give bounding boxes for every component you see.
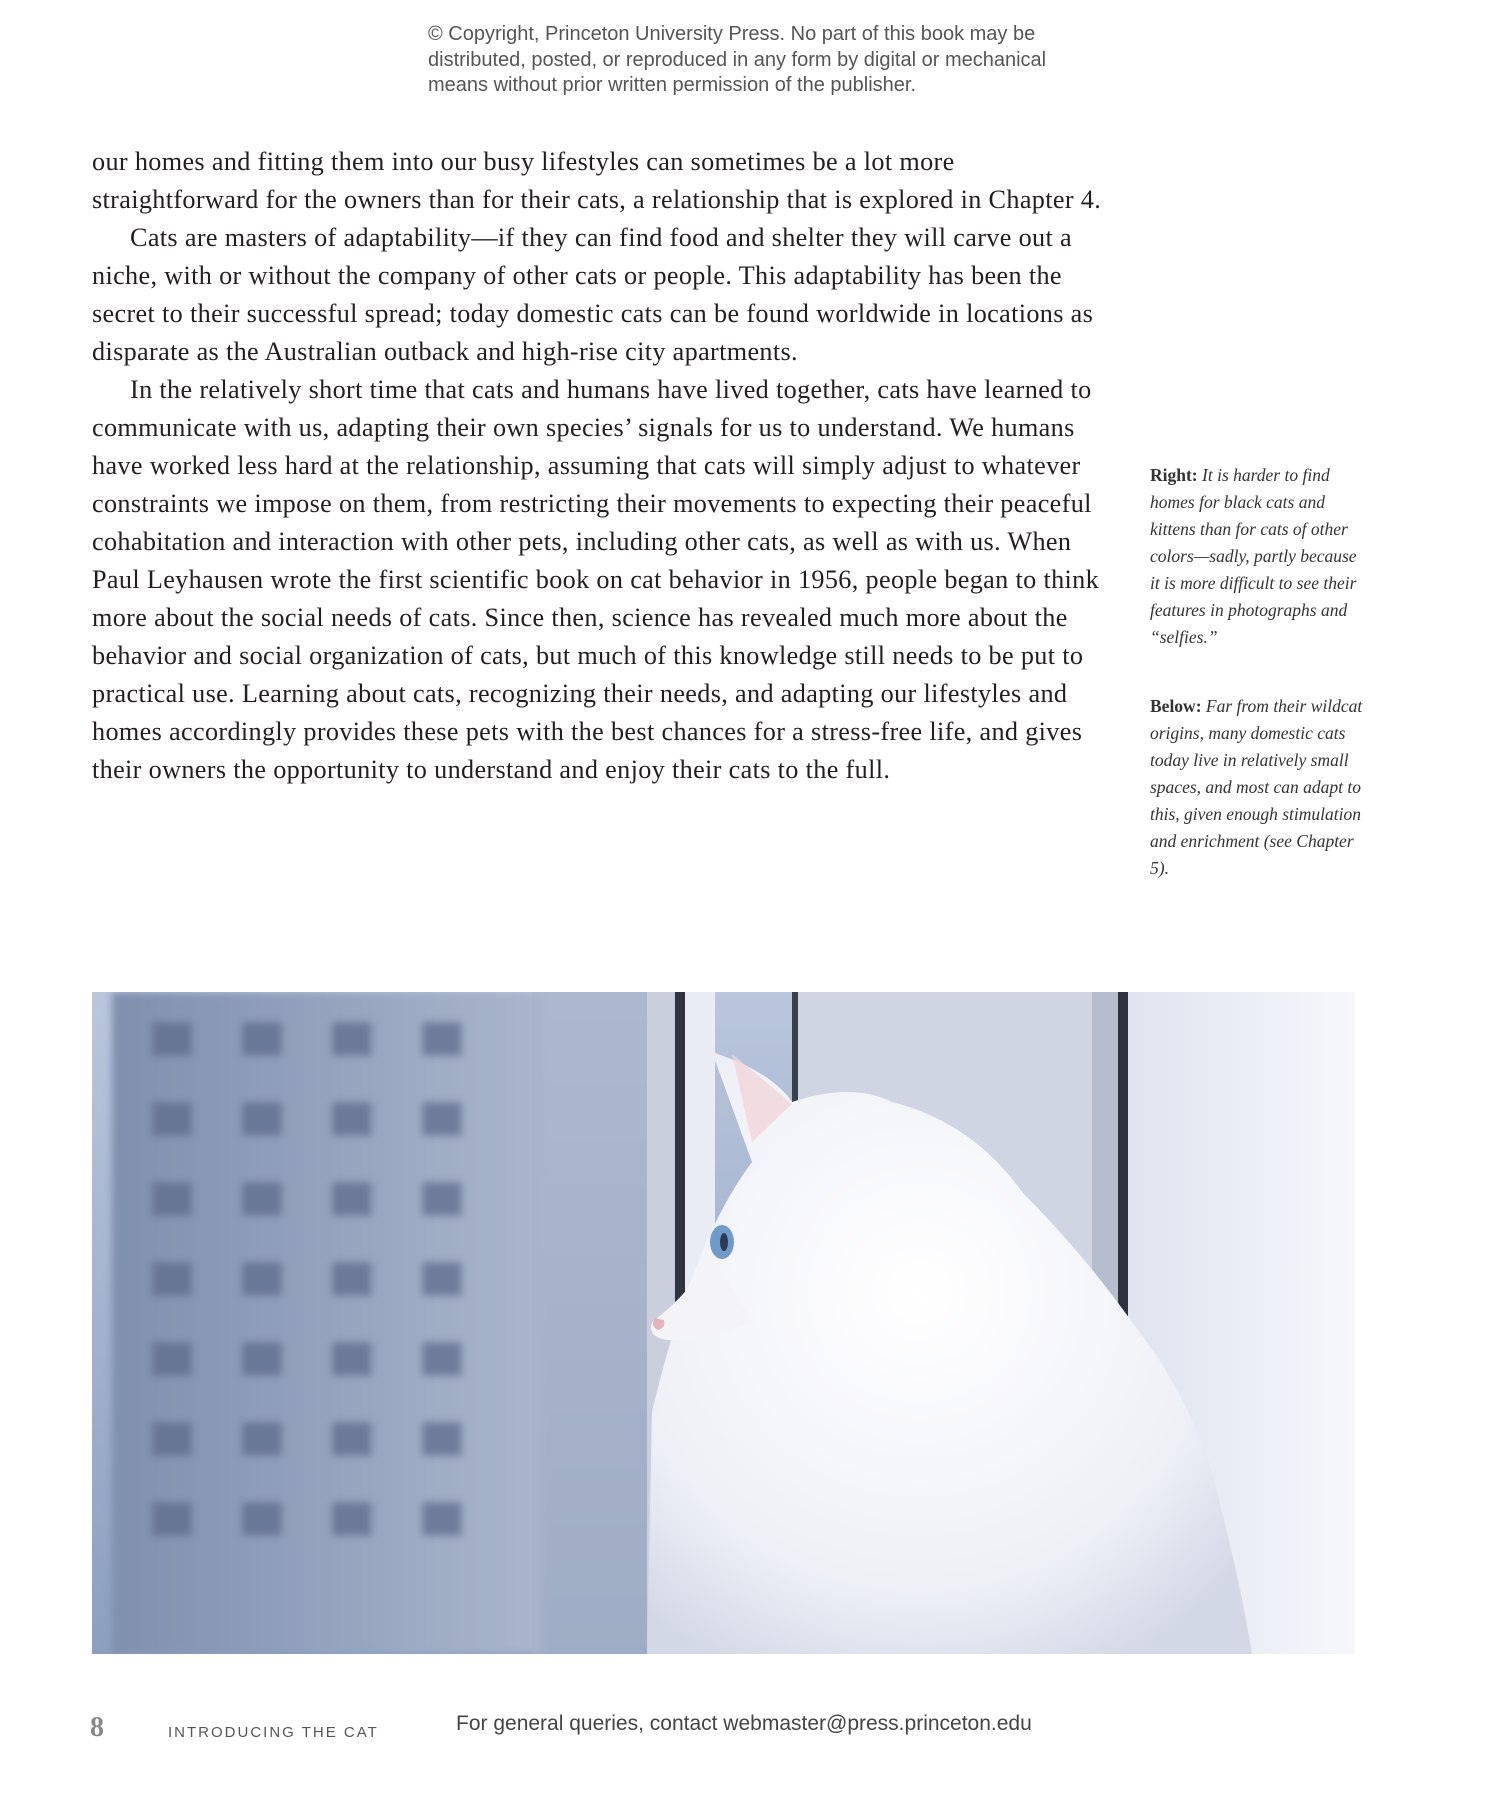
caption-label: Below: (1150, 696, 1202, 716)
caption-label: Right: (1150, 465, 1198, 485)
contact-line: For general queries, contact webmaster@press.princeton.edu (456, 1712, 1032, 1735)
caption-text: It is harder to find homes for black cats and kittens than for cats of other colors—sadly, partly because it is more difficult to see their features in photographs and “selfies.” (1150, 465, 1357, 647)
paragraph: our homes and fitting them into our busy lifestyles can sometimes be a lot more straightforward for the owners than for their cats, a relationship that is explored in Chapter 4. (92, 147, 1102, 214)
paragraph: Cats are masters of adaptability—if they can find food and shelter they will carve out a niche, with or without the company of other cats or people. This adaptability has been the secret to their successful spread; today domestic cats can be found worldwide in locations as disparate as the Australian outback and high-rise city apartments. (92, 223, 1094, 366)
caption-right (1150, 462, 1365, 651)
copyright-line: means without prior written permission of the publisher. (428, 74, 917, 96)
copyright-line: distributed, posted, or reproduced in any form by digital or mechanical (428, 48, 1047, 71)
white-cat-window-photo (92, 992, 1355, 1654)
caption-below (1150, 693, 1365, 882)
page-number: 8 (90, 1712, 104, 1743)
paragraph: In the relatively short time that cats and humans have lived together, cats have learned to communicate with us, adapting their own species’ signals for us to understand. We humans have worked less hard at the relationship, assuming that cats will simply adjust to whatever constraints we impose on them, from restricting their movements to expecting their peaceful cohabitation and interaction with other pets, including other cats, as well as with us. When Paul Leyhausen wrote the first scientific book on cat behavior in 1956, people began to think more about the social needs of cats. Since then, science has revealed much more about the behavior and social organization of cats, but much of this knowledge still needs to be put to practical use. Learning about cats, recognizing their needs, and adapting our lifestyles and homes accordingly provides these pets with the best chances for a stress-free life, and gives their owners the opportunity to understand and enjoy their cats to the full. (92, 375, 1100, 784)
copyright-notice (428, 22, 1128, 99)
copyright-line: © Copyright, Princeton University Press. No part of this book may be (428, 23, 1036, 45)
body-text (92, 143, 1102, 789)
section-title: INTRODUCING THE CAT (168, 1724, 379, 1741)
caption-text: Far from their wildcat origins, many domestic cats today live in relatively small spaces, and most can adapt to this, given enough stimulation and enrichment (see Chapter 5). (1150, 696, 1363, 878)
